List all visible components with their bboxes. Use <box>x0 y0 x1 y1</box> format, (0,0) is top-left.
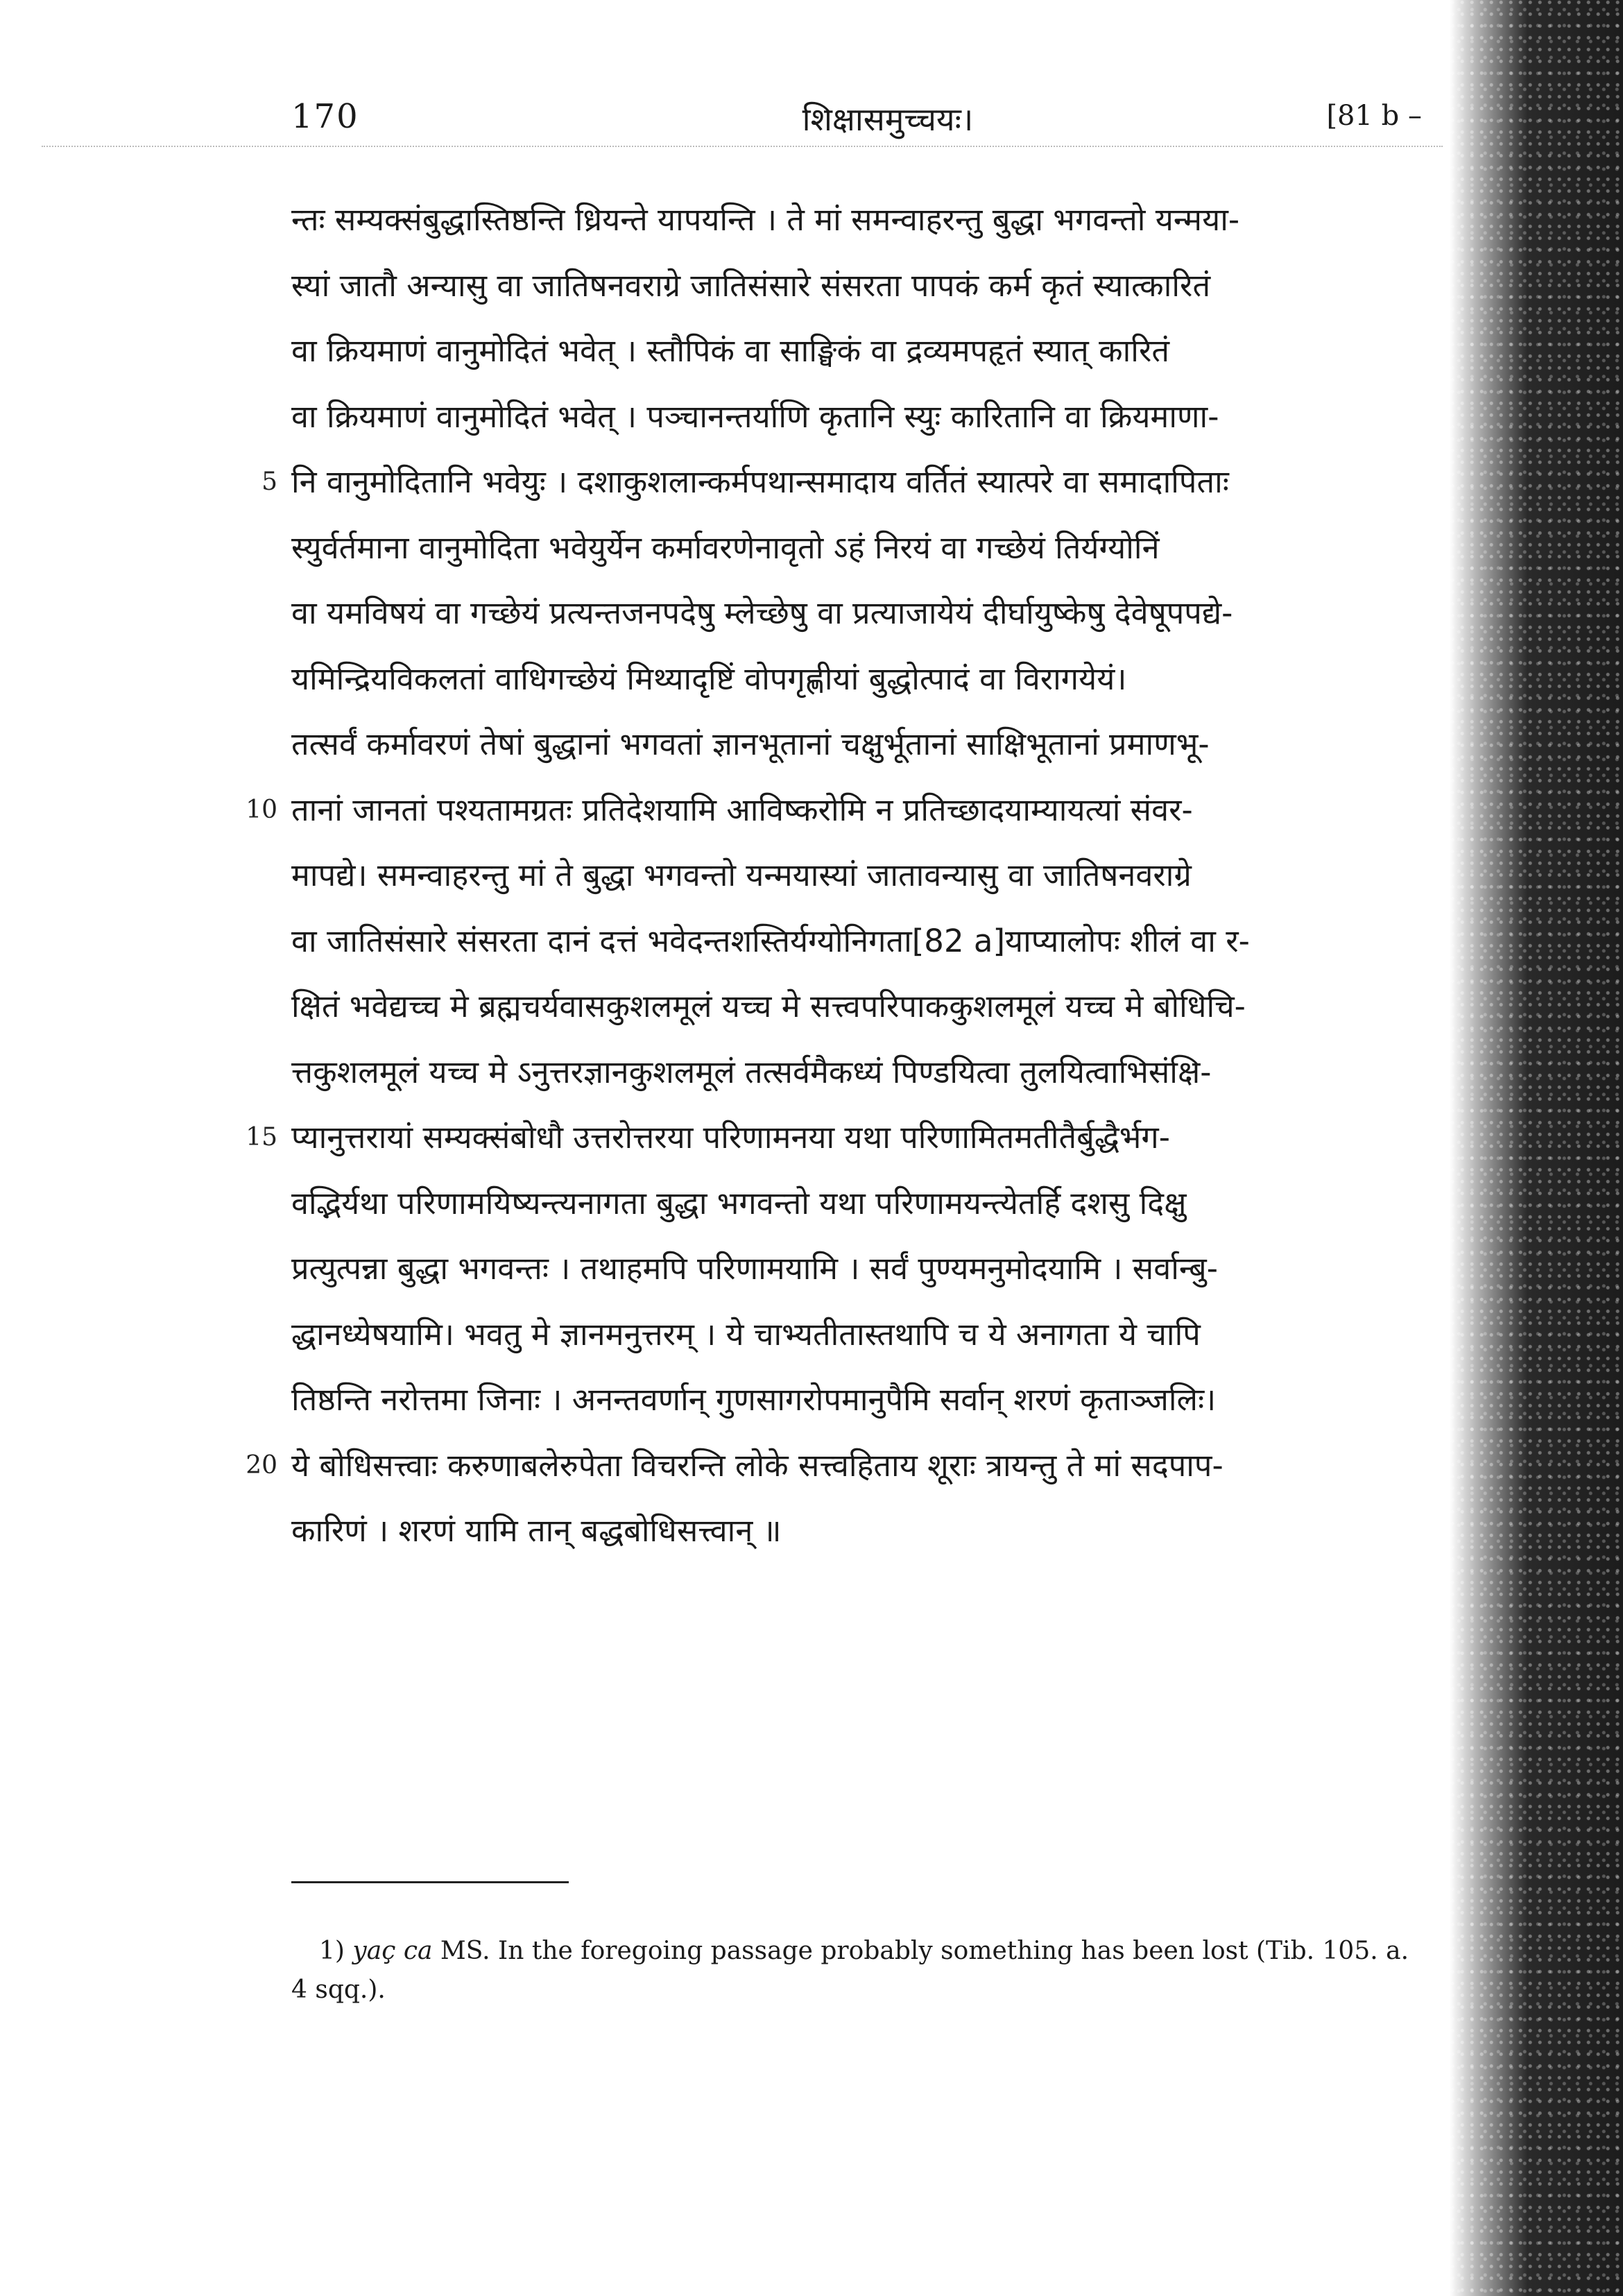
footnote-rule <box>291 1881 569 1883</box>
text-line <box>236 1236 1429 1302</box>
line-text: वद्भिर्यथा परिणामयिष्यन्त्यनागता बुद्धा भगवन्तो यथा परिणामयन्त्येतर्हि दशसु दिक्षु <box>291 1184 1187 1222</box>
line-text: तिष्ठन्ति नरोत्तमा जिनाः । अनन्तवर्णान् गुणसागरोपमानुपैमि सर्वान् शरणं कृताञ्जलिः। <box>291 1381 1217 1418</box>
text-line <box>236 646 1429 712</box>
text-line <box>236 384 1429 450</box>
text-line <box>236 1302 1429 1368</box>
line-text: प्रत्युत्पन्ना बुद्धा भगवन्तः । तथाहमपि परिणामयामि । सर्वं पुण्यमनुमोदयामि । सर्वान्बु- <box>291 1250 1218 1287</box>
footnote-text: MS. In the foregoing passage probably something has been lost (Tib. 105. a. 4 sqq.). <box>291 1937 1409 2004</box>
text-line <box>236 1433 1429 1499</box>
text-line <box>236 712 1429 778</box>
line-text: नि वानुमोदितानि भवेयुः । दशाकुशलान्कर्मपथान्समादाय वर्तितं स्यात्परे वा समादापिताः <box>291 463 1229 500</box>
main-text <box>236 187 1429 1564</box>
footnote <box>291 1932 1415 2010</box>
page-header <box>291 97 1422 153</box>
text-line <box>236 515 1429 581</box>
line-text: ये बोधिसत्त्वाः करुणाबलेरुपेता विचरन्ति लोके सत्त्वहिताय शूराः त्रायन्तु ते मां सदपाप- <box>291 1446 1223 1484</box>
text-line <box>236 974 1429 1040</box>
line-text: स्यां जातौ अन्यासु वा जातिषनवराग्रे जातिसंसारे संसरता पापकं कर्म कृतं स्यात्कारितं <box>291 266 1211 304</box>
line-text: वा क्रियमाणं वानुमोदितं भवेत् । पञ्चानन्तर्याणि कृतानि स्युः कारितानि वा क्रियमाणा- <box>291 397 1219 435</box>
footnote-marker: 1) <box>319 1937 345 1965</box>
line-number: 10 <box>246 795 277 824</box>
text-line <box>236 1498 1429 1564</box>
line-text: वा यमविषयं वा गच्छेयं प्रत्यन्तजनपदेषु म्लेच्छेषु वा प्रत्याजायेयं दीर्घायुष्केषु देवेषूपपद्ये- <box>291 594 1233 631</box>
text-line <box>236 253 1429 319</box>
folio-reference: [81 b – <box>1326 100 1422 132</box>
header-rule <box>42 146 1443 147</box>
line-text: तानां जानतां पश्यतामग्रतः प्रतिदेशयामि आविष्करोमि न प्रतिच्छादयाम्यायत्यां संवर- <box>291 791 1193 828</box>
line-text: वा क्रियमाणं वानुमोदितं भवेत् । स्तौपिकं वा साङ्घिकं वा द्रव्यमपहृतं स्यात् कारितं <box>291 332 1170 369</box>
line-text: स्युर्वर्तमाना वानुमोदिता भवेयुर्येन कर्मावरणेनावृतो ऽहं निरयं वा गच्छेयं तिर्यग्योनिं <box>291 529 1160 566</box>
text-line <box>236 1105 1429 1171</box>
line-number: 5 <box>261 468 277 496</box>
text-line <box>236 843 1429 909</box>
line-text: क्षितं भवेद्यच्च मे ब्रह्मचर्यवासकुशलमूलं यच्च मे सत्त्वपरिपाककुशलमूलं यच्च मे बोधिचि- <box>291 988 1246 1025</box>
line-text: मापद्ये। समन्वाहरन्तु मां ते बुद्धा भगवन्तो यन्मयास्यां जातावन्यासु वा जातिषनवराग्रे <box>291 857 1192 893</box>
line-text: वा जातिसंसारे संसरता दानं दत्तं भवेदन्तशस्तिर्यग्योनिगता[82 a]याप्यालोपः शीलं वा र- <box>291 922 1250 959</box>
text-line <box>236 187 1429 253</box>
line-text: द्धानध्येषयामि। भवतु मे ज्ञानमनुत्तरम् । ये चाभ्यतीतास्तथापि च ये अनागता ये चापि <box>291 1315 1201 1353</box>
line-text: न्तः सम्यक्संबुद्धास्तिष्ठन्ति ध्रियन्ते यापयन्ति । ते मां समन्वाहरन्तु बुद्धा भगवन्तो यन्मया- <box>291 201 1240 238</box>
text-line <box>236 1171 1429 1237</box>
text-line <box>236 1367 1429 1433</box>
page-number: 170 <box>291 97 359 136</box>
footnote-italic: yaç ca <box>352 1937 433 1965</box>
line-number: 20 <box>246 1450 277 1480</box>
text-line <box>236 318 1429 384</box>
line-text: त्तकुशलमूलं यच्च मे ऽनुत्तरज्ञानकुशलमूलं तत्सर्वमैकध्यं पिण्डयित्वा तुलयित्वाभिसंक्षि- <box>291 1053 1212 1090</box>
text-line <box>236 1040 1429 1106</box>
line-number: 15 <box>246 1123 277 1151</box>
running-title: शिक्षासमुच्चयः। <box>802 101 974 138</box>
text-line <box>236 909 1429 975</box>
line-text: तत्सर्वं कर्मावरणं तेषां बुद्धानां भगवतां ज्ञानभूतानां चक्षुर्भूतानां साक्षिभूतानां प्रमाणभू- <box>291 726 1210 762</box>
line-text: प्यानुत्तरायां सम्यक्संबोधौ उत्तरोत्तरया परिणामनया यथा परिणामितमतीतैर्बुद्धैर्भग- <box>291 1119 1170 1156</box>
line-text: यमिन्द्रियविकलतां वाधिगच्छेयं मिथ्यादृष्टिं वोपगृह्णीयां बुद्धोत्पादं वा विरागयेयं। <box>291 660 1127 697</box>
line-text: कारिणं । शरणं यामि तान् बद्धबोधिसत्त्वान् ॥ <box>291 1512 782 1549</box>
text-line <box>236 581 1429 646</box>
scan-edge-shadow <box>1450 0 1623 2296</box>
text-line <box>236 778 1429 843</box>
text-line <box>236 449 1429 515</box>
